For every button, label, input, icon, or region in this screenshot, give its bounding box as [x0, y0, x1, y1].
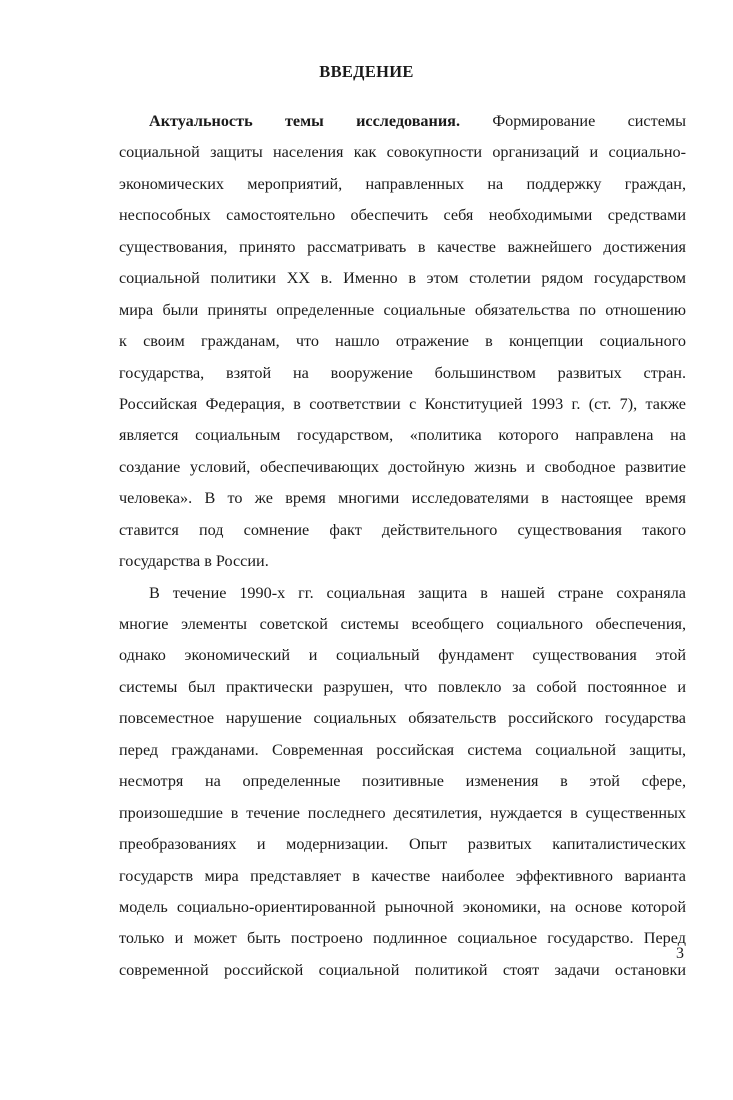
paragraph-1-line: является социальным государством, «политика которого направлена на	[119, 426, 686, 445]
paragraph-2-line: государств мира представляет в качестве наиболее эффективного варианта	[119, 866, 686, 885]
body-text	[119, 106, 686, 986]
paragraph-2-line: В течение 1990-х гг. социальная защита в нашей стране сохраняла	[149, 583, 686, 602]
paragraph-2-line: многие элементы советской системы всеобщего социального обеспечения,	[119, 615, 686, 633]
paragraph-2-line: произошедшие в течение последнего десятилетия, нуждается в существенных	[119, 803, 686, 822]
paragraph-1-line: социальной защиты населения как совокупности организаций и социально-	[119, 143, 686, 162]
paragraph-1-line: человека». В то же время многими исследователями в настоящее время	[119, 489, 686, 508]
paragraph-1-line: государства в России.	[119, 552, 269, 571]
paragraph-2-line: перед гражданами. Современная российская система социальной защиты,	[119, 740, 686, 759]
paragraph-2-line: модель социально-ориентированной рыночной экономики, на основе которой	[119, 897, 686, 916]
paragraph-1-line: экономических мероприятий, направленных на поддержку граждан,	[119, 174, 686, 193]
paragraph-2-line: повсеместное нарушение социальных обязательств российского государства	[119, 709, 686, 728]
section-heading: ВВЕДЕНИЕ	[319, 62, 414, 81]
paragraph-2-line: преобразованиях и модернизации. Опыт развитых капиталистических	[119, 835, 686, 854]
paragraph-1-line: Актуальность темы исследования. Формирование системы	[149, 112, 686, 130]
paragraph-1-line: Российская Федерация, в соответствии с Конституцией 1993 г. (ст. 7), также	[119, 394, 686, 413]
paragraph-2-line: несмотря на определенные позитивные изменения в этой сфере,	[119, 772, 686, 791]
topic-relevance-label: Актуальность темы исследования.	[149, 112, 460, 130]
paragraph-2-line: современной российской социальной политикой стоят задачи остановки	[119, 960, 686, 979]
paragraph-2-line: только и может быть построено подлинное социальное государство. Перед	[119, 929, 686, 948]
paragraph-1-line: государства, взятой на вооружение большинством развитых стран.	[119, 363, 686, 382]
paragraph-2-line: однако экономический и социальный фундамент существования этой	[119, 646, 686, 665]
paragraph-1-line: неспособных самостоятельно обеспечить себя необходимыми средствами	[119, 206, 686, 225]
paragraph-1-line: мира были приняты определенные социальные обязательства по отношению	[119, 300, 686, 319]
paragraph-1-line: социальной политики XX в. Именно в этом столетии рядом государством	[119, 269, 686, 288]
paragraph-1-line: ставится под сомнение факт действительного существования такого	[119, 520, 686, 539]
page-number: 3	[676, 945, 684, 962]
paragraph-1-line: к своим гражданам, что нашло отражение в концепции социального	[119, 332, 686, 351]
paragraph-1-line: создание условий, обеспечивающих достойную жизнь и свободное развитие	[119, 457, 686, 476]
paragraph-2-line: системы был практически разрушен, что повлекло за собой постоянное и	[119, 677, 686, 696]
paragraph-1-line: существования, принято рассматривать в качестве важнейшего достижения	[119, 237, 686, 256]
